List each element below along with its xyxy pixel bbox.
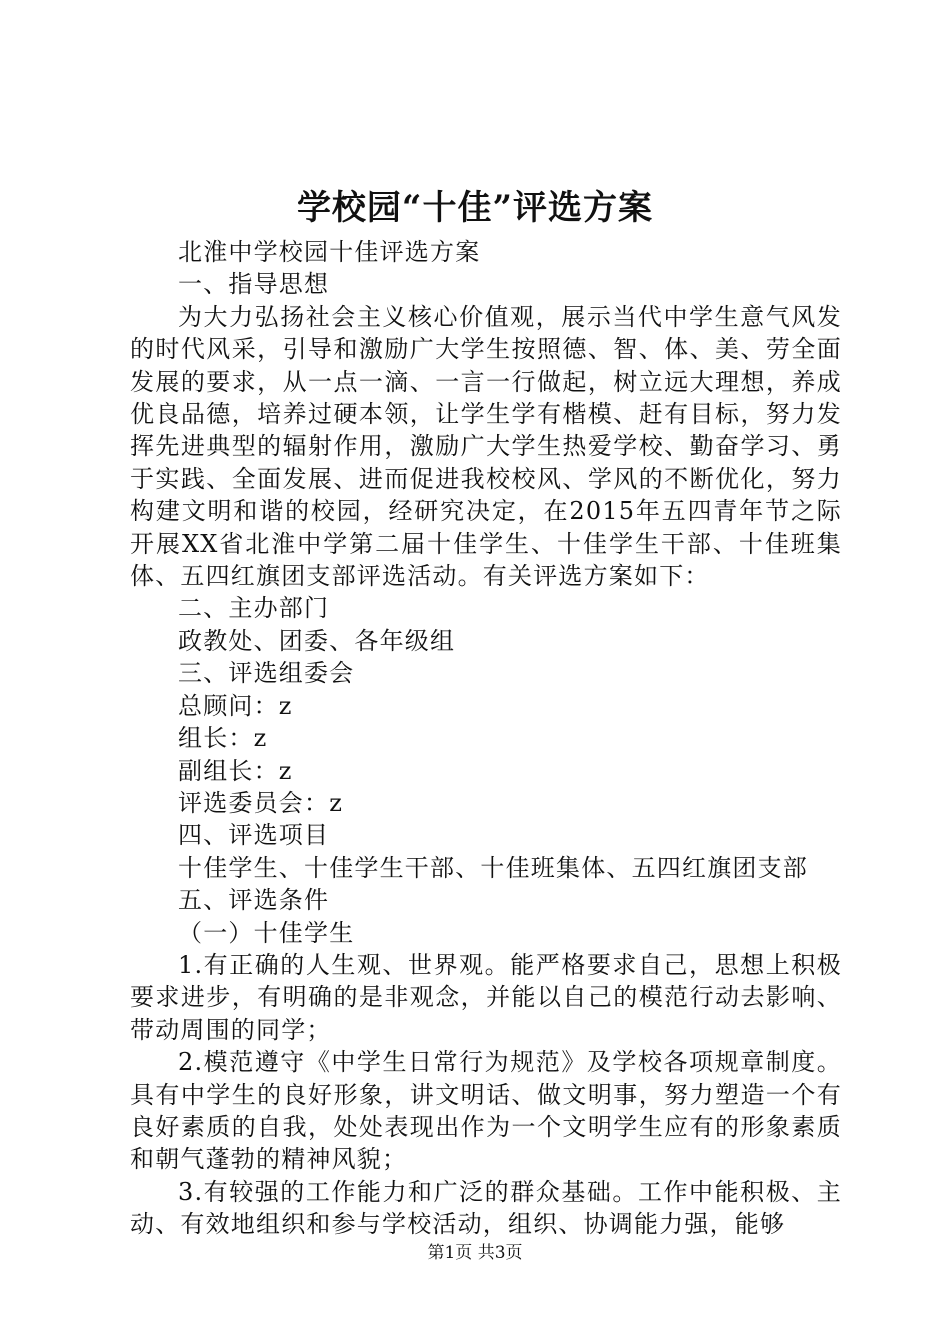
condition-item-3: 3.有较强的工作能力和广泛的群众基础。工作中能积极、主动、有效地组织和参与学校活动，组织、协调能力强，能够 [130, 1177, 842, 1239]
paragraph-subtitle: 北淮中学校园十佳评选方案 [178, 238, 481, 266]
condition-item-1: 1.有正确的人生观、世界观。能严格要求自己，思想上积极要求进步，有明确的是非观念，并能以自己的模范行动去影响、带动周围的同学； [130, 950, 842, 1044]
section-heading-items: 四、评选项目 [178, 821, 330, 850]
committee-deputy-leader: 副组长：z [178, 756, 293, 785]
committee-leader: 组长：z [178, 724, 268, 753]
committee-members: 评选委员会：z [178, 788, 344, 817]
document-body [130, 236, 842, 1241]
paragraph-items: 十佳学生、十佳学生干部、十佳班集体、五四红旗团支部 [178, 853, 808, 882]
section-heading-committee: 三、评选组委会 [178, 659, 355, 688]
page-footer: 第1页 共3页 [427, 1243, 523, 1263]
condition-item-2: 2.模范遵守《中学生日常行为规范》及学校各项规章制度。具有中学生的良好形象，讲文明话、做文明事，努力塑造一个有良好素质的自我，处处表现出作为一个文明学生应有的形象素质和朝气蓬勃的精神风貌； [130, 1048, 842, 1174]
section-heading-organizer: 二、主办部门 [178, 594, 330, 623]
section-heading-guiding-thought: 一、指导思想 [178, 270, 330, 299]
document-title: 学校园“十佳”评选方案 [296, 188, 654, 228]
section-heading-conditions: 五、评选条件 [178, 886, 330, 915]
committee-chief-advisor: 总顾问：z [178, 691, 293, 720]
subsection-heading-top-ten-students: （一）十佳学生 [178, 918, 355, 947]
paragraph-guiding-thought: 为大力弘扬社会主义核心价值观，展示当代中学生意气风发的时代风采，引导和激励广大学生按照德、智、体、美、劳全面发展的要求，从一点一滴、一言一行做起，树立远大理想，养成优良品德，培养过硬本领，让学生学有楷模、赶有目标，努力发挥先进典型的辐射作用，激励广大学生热爱学校、勤奋学习、勇于实践、全面发展、进而促进我校校风、学风的不断优化，努力构建文明和谐的校园，经研究决定，在2015年五四青年节之际开展XX省北淮中学第二届十佳学生、十佳学生干部、十佳班集体、五四红旗团支部评选活动。有关评选方案如下： [130, 302, 842, 591]
paragraph-organizer: 政教处、团委、各年级组 [178, 626, 456, 655]
